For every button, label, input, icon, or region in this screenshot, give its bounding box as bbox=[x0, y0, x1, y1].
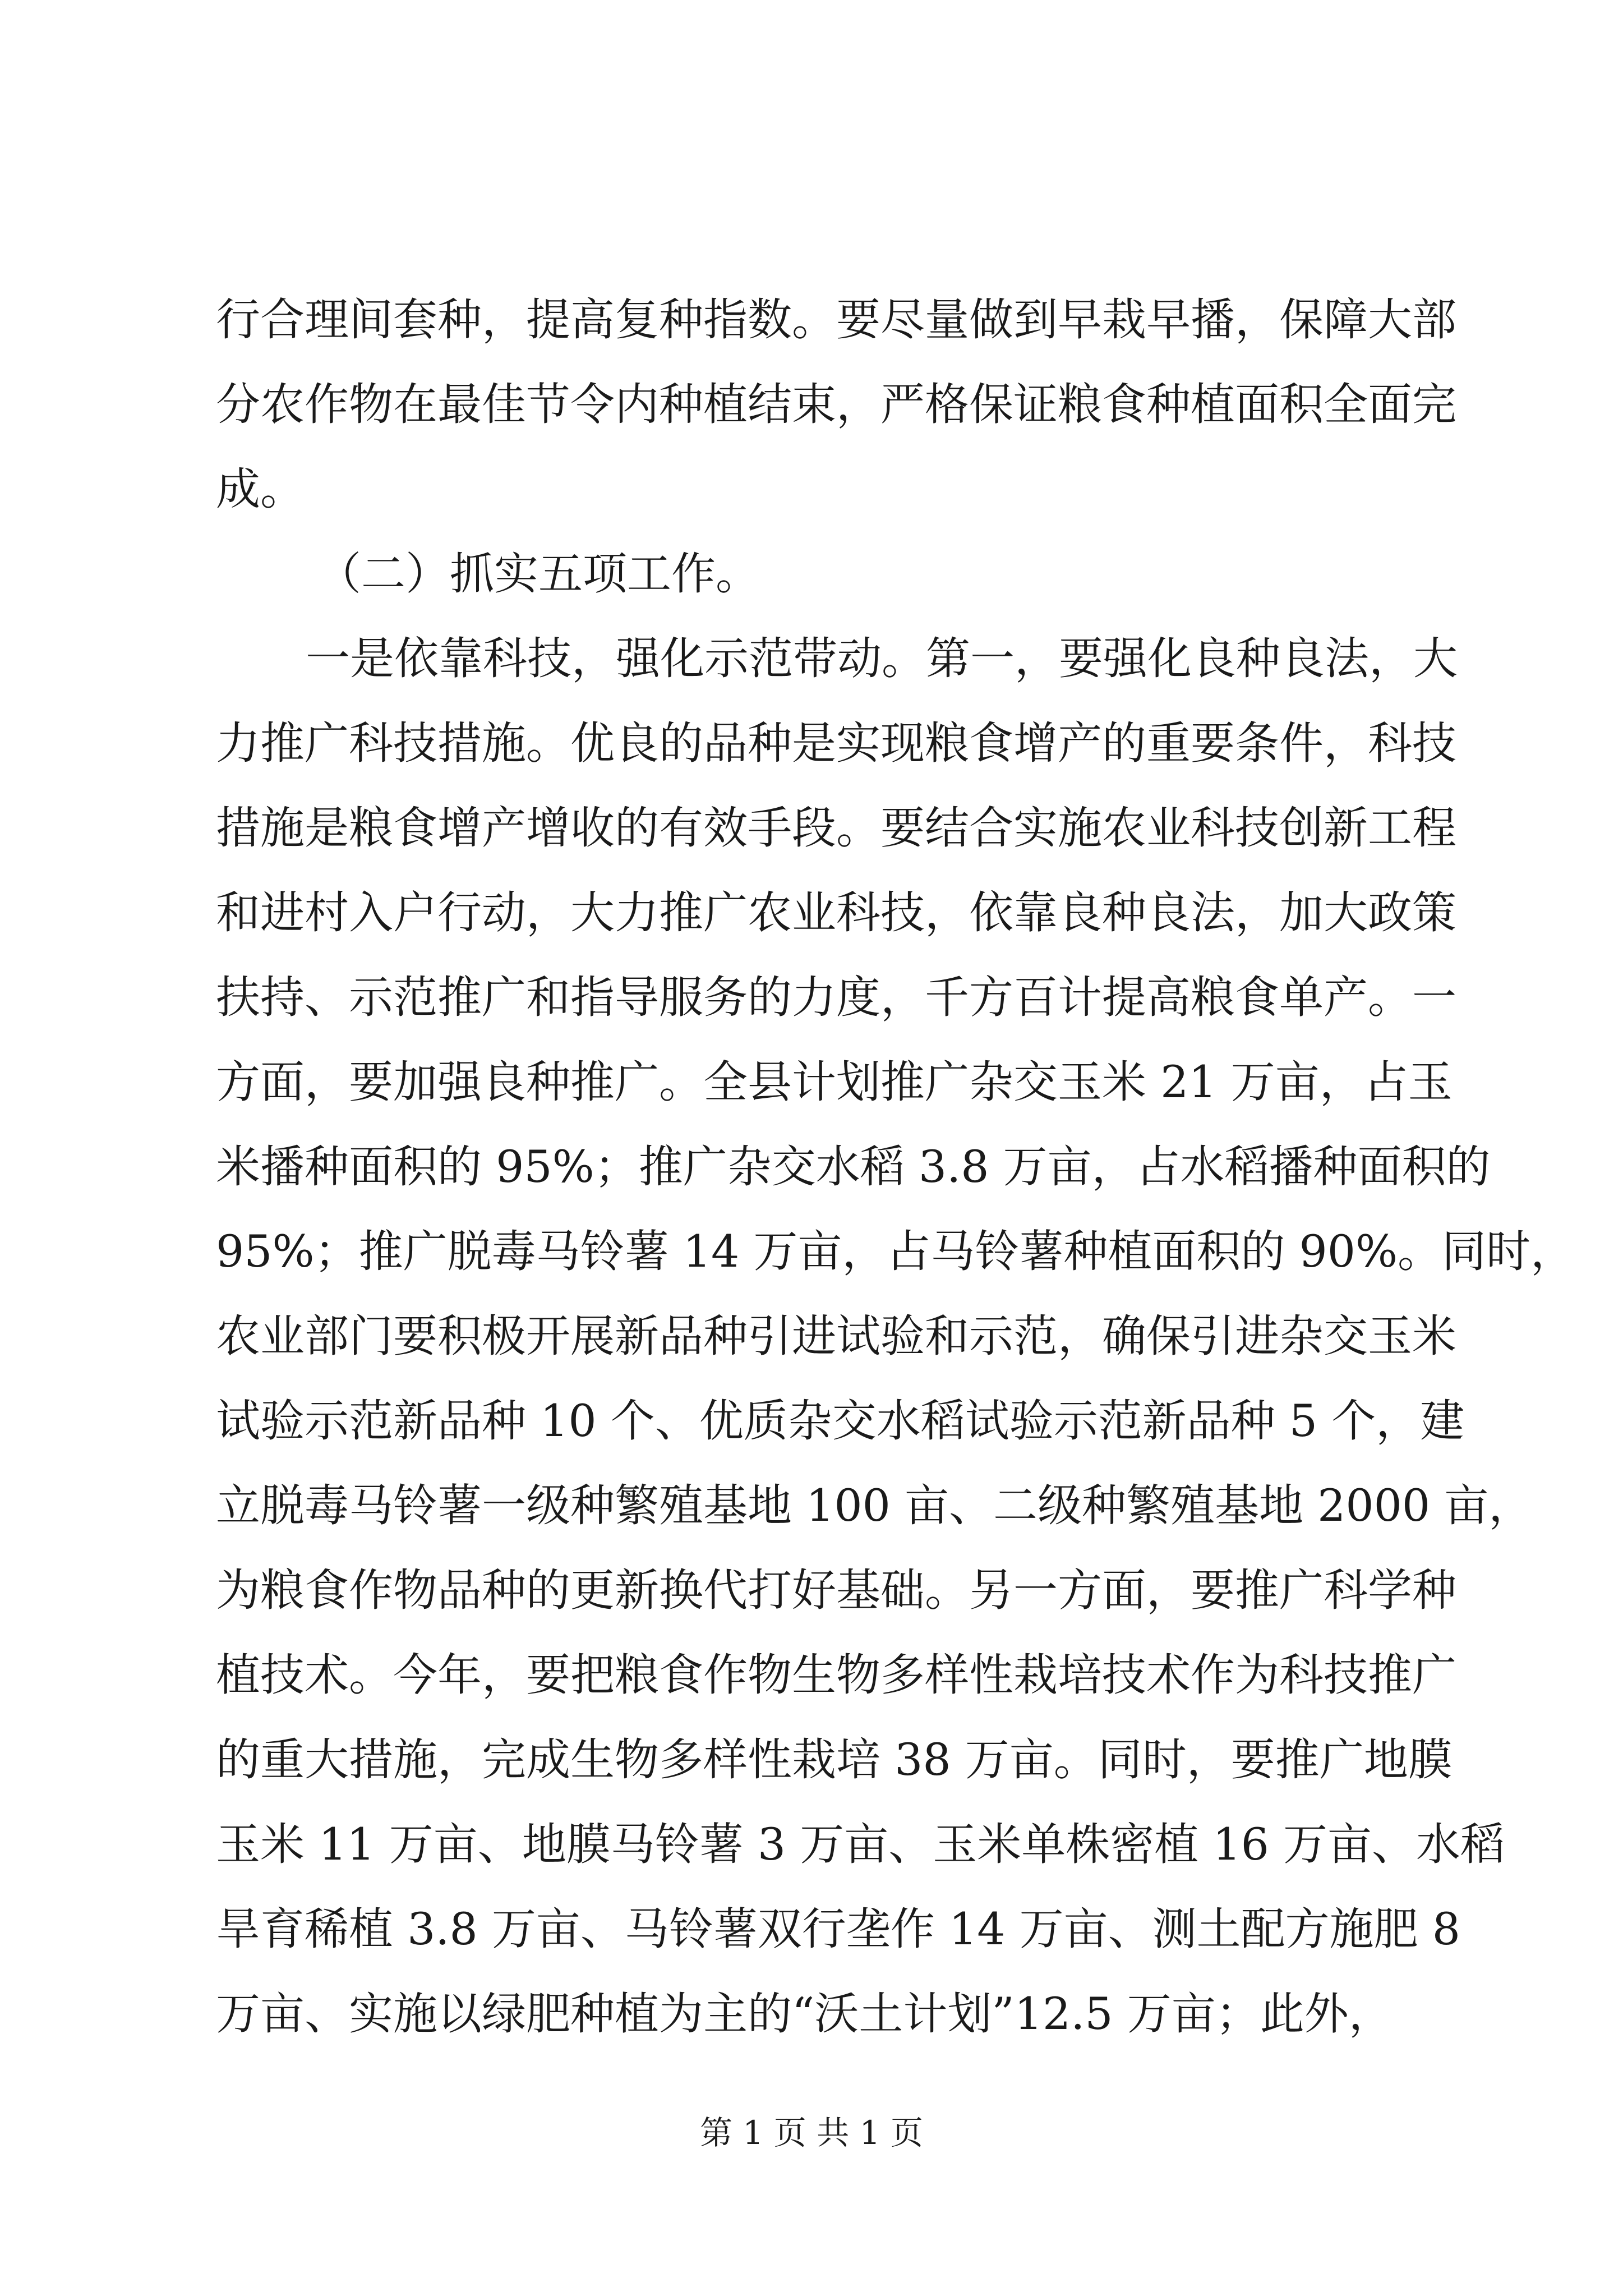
body-line: 一是依靠科技，强化示范带动。第一，要强化良种良法，大 bbox=[306, 633, 1458, 684]
body-line: 立脱毒马铃薯一级种繁殖基地 100 亩、二级种繁殖基地 2000 亩， bbox=[216, 1480, 1533, 1531]
section-heading: （二）抓实五项工作。 bbox=[317, 548, 760, 600]
body-line: 力推广科技措施。优良的品种是实现粮食增产的重要条件，科技 bbox=[216, 717, 1456, 769]
page-footer: 第 1 页 共 1 页 bbox=[700, 2114, 923, 2152]
body-line: 分农作物在最佳节令内种植结束，严格保证粮食种植面积全面完 bbox=[216, 379, 1456, 430]
body-line: 万亩、实施以绿肥种植为主的“沃土计划”12.5 万亩；此外， bbox=[216, 1988, 1393, 2040]
body-line: 行合理间套种，提高复种指数。要尽量做到早栽早播，保障大部 bbox=[216, 294, 1456, 346]
body-line: 措施是粮食增产增收的有效手段。要结合实施农业科技创新工程 bbox=[216, 802, 1456, 854]
body-line: 方面，要加强良种推广。全县计划推广杂交玉米 21 万亩，占玉 bbox=[216, 1056, 1453, 1108]
body-line: 农业部门要积极开展新品种引进试验和示范，确保引进杂交玉米 bbox=[216, 1310, 1456, 1362]
body-line: 扶持、示范推广和指导服务的力度，千方百计提高粮食单产。一 bbox=[216, 972, 1456, 1023]
body-line: 玉米 11 万亩、地膜马铃薯 3 万亩、玉米单株密植 16 万亩、水稻 bbox=[216, 1819, 1505, 1870]
body-line: 试验示范新品种 10 个、优质杂交水稻试验示范新品种 5 个，建 bbox=[216, 1395, 1465, 1447]
body-line: 植技术。今年，要把粮食作物生物多样性栽培技术作为科技推广 bbox=[216, 1649, 1456, 1701]
body-line: 成。 bbox=[216, 463, 305, 515]
body-line: 95%；推广脱毒马铃薯 14 万亩，占马铃薯种植面积的 90%。同时， bbox=[216, 1226, 1575, 1277]
body-line: 的重大措施，完成生物多样性栽培 38 万亩。同时，要推广地膜 bbox=[216, 1734, 1453, 1786]
body-line: 和进村入户行动，大力推广农业科技，依靠良种良法，加大政策 bbox=[216, 887, 1456, 938]
body-line: 米播种面积的 95%；推广杂交水稻 3.8 万亩，占水稻播种面积的 bbox=[216, 1141, 1491, 1193]
body-line: 旱育稀植 3.8 万亩、马铃薯双行垄作 14 万亩、测土配方施肥 8 bbox=[216, 1903, 1460, 1955]
body-line: 为粮食作物品种的更新换代打好基础。另一方面，要推广科学种 bbox=[216, 1565, 1456, 1616]
